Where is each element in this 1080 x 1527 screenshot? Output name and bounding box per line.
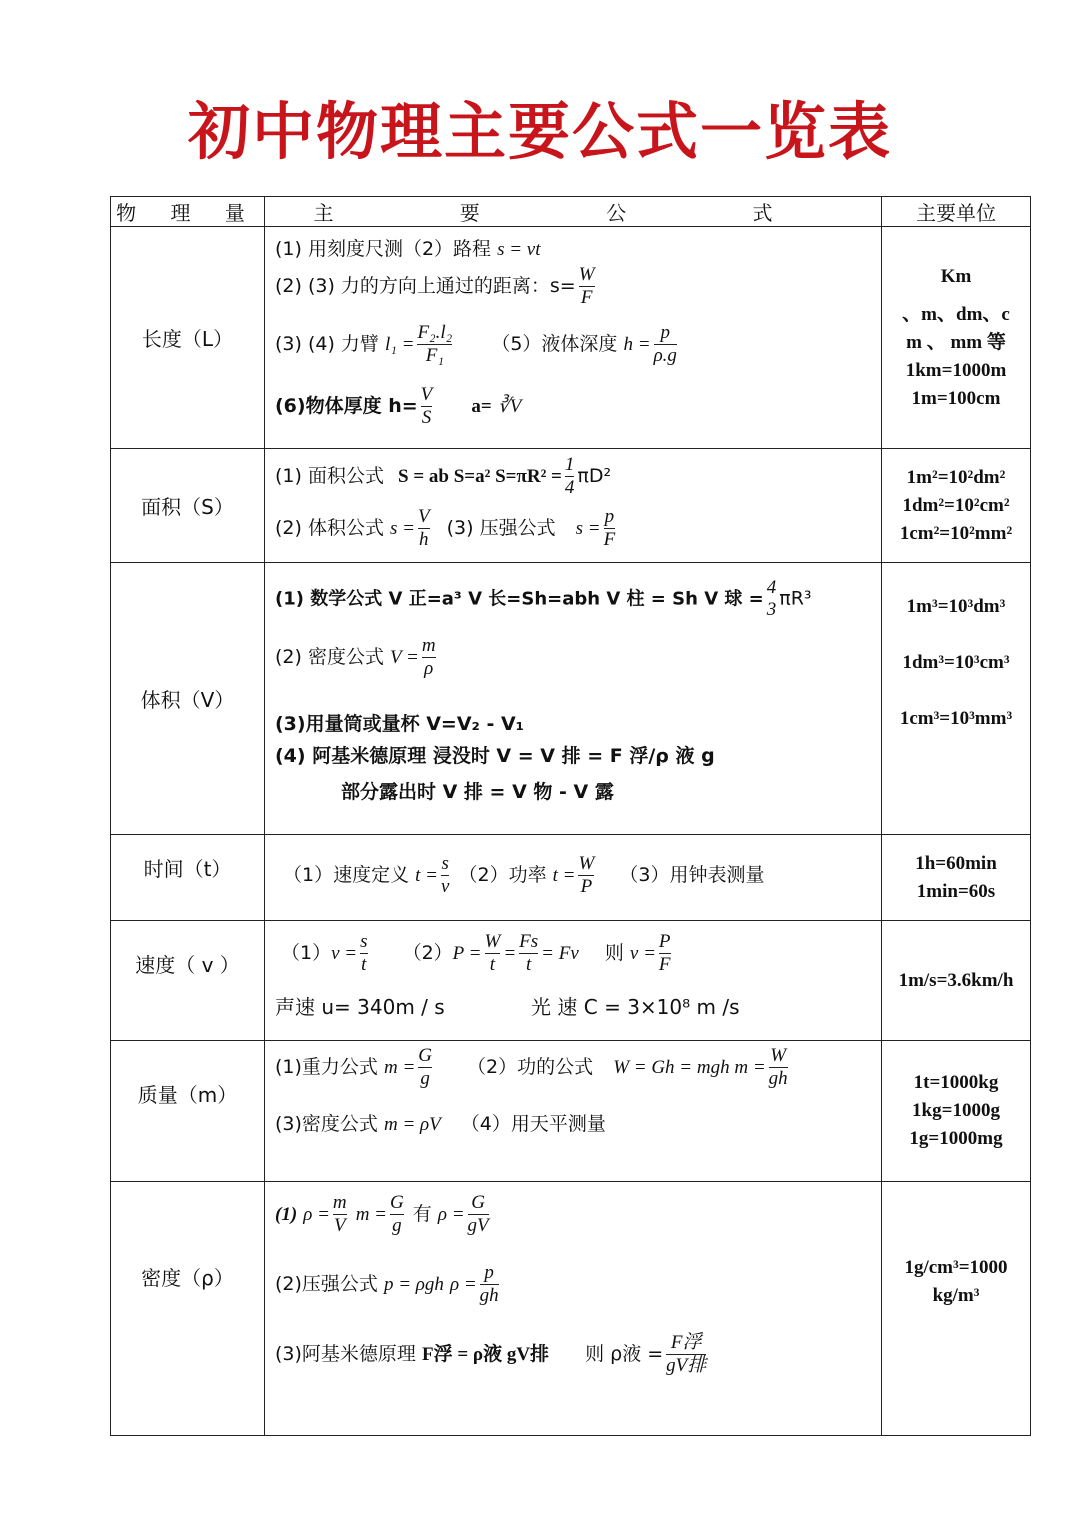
length-f3: (3) (4) 力臂 [275, 332, 379, 355]
table-row-area [111, 449, 1031, 563]
unit-line: m 、 mm 等 [906, 331, 1006, 353]
area-f2-eq: s = [390, 517, 415, 539]
speed-f1c-eq: v = [629, 942, 656, 964]
volume-f2-eq: V = [390, 646, 419, 668]
frac-den: F [658, 953, 671, 975]
time-f1-eq: t = [415, 864, 438, 886]
formula-speed: （1）v = $\frac{s}{t}$ （2）P = $\frac{W}{t}$ = $\frac{Fs}{t}$ = Fv 则 v = $\frac{P}{F}$ 声速 u= 340m / s 光 速 C = 3×10⁸ m /s [265, 921, 882, 1041]
mass-f2: (3)密度公式 [275, 1113, 378, 1135]
frac-den: v [441, 875, 450, 897]
frac-num: s [360, 930, 368, 952]
formula-time [265, 835, 882, 921]
length-f4-frac [421, 384, 433, 429]
density-f1-eq: ρ = [303, 1204, 330, 1225]
length-f3b: （5）液体深度 [491, 332, 618, 355]
unit-line: 1t=1000kg [913, 1072, 999, 1093]
frac-num: 4 [766, 576, 777, 598]
quantity-speed: 速度（ v ） [111, 921, 265, 1041]
density-f1: (1) [275, 1204, 298, 1225]
volume-f1c: πR³ [779, 587, 812, 609]
area-f2c-eq: s = [575, 517, 601, 539]
density-f2b-frac [480, 1262, 499, 1307]
speed-f1-frac [360, 931, 367, 976]
frac-num: P [658, 930, 671, 952]
length-f3c-frac [654, 322, 677, 367]
frac-den: h [419, 528, 429, 550]
mass-f1-eq: m = [383, 1057, 416, 1078]
unit-line: 1cm³=10³mm³ [899, 708, 1013, 729]
area-f1: (1) 面积公式 [275, 464, 384, 487]
speed-f1c: 则 [604, 941, 624, 964]
frac-num: p [484, 1262, 494, 1283]
unit-line: 1kg=1000g [912, 1100, 1000, 1121]
density-f1-frac [333, 1192, 347, 1237]
density-f1c-eq: ρ = [437, 1204, 465, 1225]
length-f2: (2) (3) 力的方向上通过的距离：s= [275, 274, 576, 297]
frac-num: m [332, 1192, 347, 1213]
frac-den: 4 [564, 476, 575, 498]
frac-num: F浮 [670, 1332, 702, 1353]
frac-den: gh [768, 1068, 788, 1089]
frac-num: G [389, 1192, 404, 1213]
unit-line: 1m²=10²dm² [906, 466, 1006, 488]
time-f1b-eq: t = [552, 864, 576, 886]
time-f1b: （2）功率 [458, 863, 547, 886]
length-f1-eq: s = vt [497, 238, 541, 260]
unit-line: 1h=60min [915, 852, 997, 874]
unit-line: Km [940, 265, 972, 287]
page-title: 初中物理主要公式一览表 [187, 95, 892, 168]
length-f3-frac [417, 322, 452, 367]
mass-f1: (1)重力公式 [275, 1056, 378, 1078]
unit-line: 1m³=10³dm³ [906, 596, 1006, 617]
unit-line: 1km=1000m [905, 359, 1007, 381]
area-f2c-frac [604, 506, 616, 551]
unit-area [882, 449, 1031, 563]
unit-line: 、m、dm、c [902, 303, 1010, 325]
frac-num: 1 [564, 453, 575, 475]
table-row-mass [111, 1041, 1031, 1182]
frac-den: ρ.g [653, 344, 677, 366]
header-formula: 主 要 公 式 [265, 197, 882, 227]
density-f3: (3)阿基米德原理 [275, 1343, 416, 1365]
area-f1c: πD² [577, 464, 612, 487]
volume-f3: (3)用量筒或量杯 V=V₂ - V₁ [275, 712, 524, 735]
quantity-volume: 体积（V） [111, 563, 265, 835]
unit-density [882, 1182, 1031, 1436]
frac-num: W [484, 930, 501, 952]
formula-area [265, 449, 882, 563]
quantity-time: 时间（t） [111, 835, 265, 921]
frac-den: t [485, 953, 501, 976]
speed-f1-eq: v = [331, 942, 358, 964]
density-f1b-frac [390, 1192, 404, 1237]
unit-line: 1m/s=3.6km/h [898, 969, 1014, 991]
frac-num: W [578, 263, 595, 285]
frac-den: t [361, 953, 367, 975]
area-f2: (2) 体积公式 [275, 516, 384, 539]
frac-den: 3 [766, 598, 777, 620]
formula-density [265, 1182, 882, 1436]
length-f1: (1) 用刻度尺测（2）路程 [275, 237, 492, 260]
quantity-length: 长度（L） [111, 227, 265, 449]
frac-num: V [417, 505, 430, 527]
length-f4: (6)物体厚度 h= [275, 394, 418, 417]
speed-f1c-frac [659, 931, 671, 976]
table-row-speed [111, 921, 1031, 1041]
unit-speed [882, 921, 1031, 1041]
frac-den: g [390, 1214, 404, 1237]
table-row-length [111, 227, 1031, 449]
unit-volume [882, 563, 1031, 835]
time-f1c: （3）用钟表测量 [619, 863, 765, 886]
time-f1-frac [441, 853, 449, 898]
frac-den: gV [467, 1215, 489, 1236]
formula-volume [265, 563, 882, 835]
speed-f1b-eq: P = [452, 942, 482, 964]
formula-length [265, 227, 882, 449]
frac-num: p [660, 321, 670, 343]
mass-f1b: （2）功的公式 [467, 1056, 594, 1078]
frac-num: F₂.l₂ [417, 321, 453, 343]
unit-line: 1min=60s [916, 880, 996, 902]
frac-den: gV排 [666, 1355, 707, 1376]
frac-num: W [578, 852, 595, 874]
frac-den: S [421, 406, 432, 428]
length-f4c: ∛V [497, 395, 522, 417]
formula-table [110, 196, 1031, 1436]
formula-mass [265, 1041, 882, 1182]
frac-den: F [579, 286, 595, 309]
frac-den: V [333, 1215, 346, 1236]
frac-num: W [770, 1045, 787, 1066]
density-f1c-frac [468, 1192, 489, 1237]
unit-line: 1m=100cm [911, 387, 1001, 409]
area-f1-frac [565, 454, 575, 499]
table-row-density [111, 1182, 1031, 1436]
mass-f2-eq: m = ρV [383, 1114, 441, 1135]
frac-den: gh [479, 1285, 499, 1306]
unit-line: 1g/cm³=1000 [904, 1257, 1008, 1278]
header-unit: 主要单位 [882, 197, 1031, 227]
density-f3b-frac [666, 1332, 706, 1377]
frac-num: s [441, 852, 449, 874]
volume-f2-frac [422, 635, 436, 680]
density-f1c: 有 [412, 1203, 432, 1225]
density-f1b-eq: m = [355, 1204, 387, 1225]
frac-num: Fs [519, 930, 539, 952]
table-row-time [111, 835, 1031, 921]
frac-num: G [418, 1045, 432, 1066]
frac-num: p [604, 505, 615, 527]
volume-f5: 部分露出时 V 排 = V 物 - V 露 [341, 780, 614, 803]
table-row-volume [111, 563, 1031, 835]
volume-f2: (2) 密度公式 [275, 645, 384, 668]
frac-num: m [421, 634, 436, 656]
frac-num: G [471, 1192, 485, 1213]
area-f2-frac [418, 506, 430, 551]
frac-den: F [603, 528, 616, 550]
unit-line: 1dm³=10³cm³ [902, 652, 1010, 673]
speed-f1bc: = Fv [541, 942, 579, 964]
frac-num: V [420, 383, 433, 405]
unit-mass [882, 1041, 1031, 1182]
area-f1b: S = ab S=a² S=πR² = [398, 465, 562, 487]
frac-den: ρ [422, 657, 436, 680]
unit-line: 1dm²=10²cm² [902, 494, 1010, 516]
frac-den: P [578, 875, 594, 898]
frac-den: g [418, 1067, 432, 1090]
density-f2b-eq: ρ = [449, 1274, 477, 1295]
unit-line: 1cm²=10²mm² [899, 522, 1013, 544]
area-f2b: (3) 压强公式 [446, 516, 556, 539]
time-f1b-frac [578, 853, 594, 898]
unit-time [882, 835, 1031, 921]
length-f3c-eq: h = [623, 333, 651, 355]
speed-f1: （1） [281, 941, 332, 964]
speed-f2: 声速 u= 340m / s [275, 994, 445, 1019]
mass-f1c: W = Gh = mgh m = [613, 1057, 766, 1078]
length-f2-frac [579, 264, 595, 309]
speed-f1b-frac [485, 931, 501, 976]
density-f3b-eq: 则 ρ液 = [585, 1343, 664, 1365]
frac-den: F₁ [417, 344, 452, 367]
header-row [111, 197, 1031, 227]
volume-f4: (4) 阿基米德原理 浸没时 V = V 排 = F 浮/ρ 液 g [275, 744, 715, 767]
time-f1: （1）速度定义 [283, 863, 410, 886]
volume-f1: (1) 数学公式 V 正=a³ V 长=Sh=abh V 柱 = Sh V 球 = [275, 588, 764, 609]
unit-length [882, 227, 1031, 449]
speed-f1b: （2） [402, 941, 453, 964]
density-f2: (2)压强公式 [275, 1273, 378, 1295]
unit-line: 1g=1000mg [909, 1128, 1003, 1149]
mass-f1c-frac [769, 1045, 788, 1090]
volume-f1-frac [767, 577, 777, 621]
mass-f2b: （4）用天平测量 [460, 1113, 606, 1135]
quantity-area: 面积（S） [111, 449, 265, 563]
unit-line: kg/m³ [932, 1285, 980, 1306]
speed-f1b-frac2 [519, 931, 538, 976]
header-quantity: 物 理 量 [111, 197, 265, 227]
length-f3-eq: l₁ = [384, 333, 415, 355]
mass-f1-frac [418, 1045, 432, 1090]
quantity-mass: 质量（m） [111, 1041, 265, 1182]
density-f3-eq: F浮 = ρ液 gV排 [421, 1344, 550, 1365]
density-f2-eq: p = ρgh [383, 1274, 444, 1295]
frac-den: t [519, 953, 538, 976]
quantity-density: 密度（ρ） [111, 1182, 265, 1436]
speed-f2b: 光 速 C = 3×10⁸ m /s [531, 994, 740, 1019]
length-f4b: a= [471, 395, 492, 417]
